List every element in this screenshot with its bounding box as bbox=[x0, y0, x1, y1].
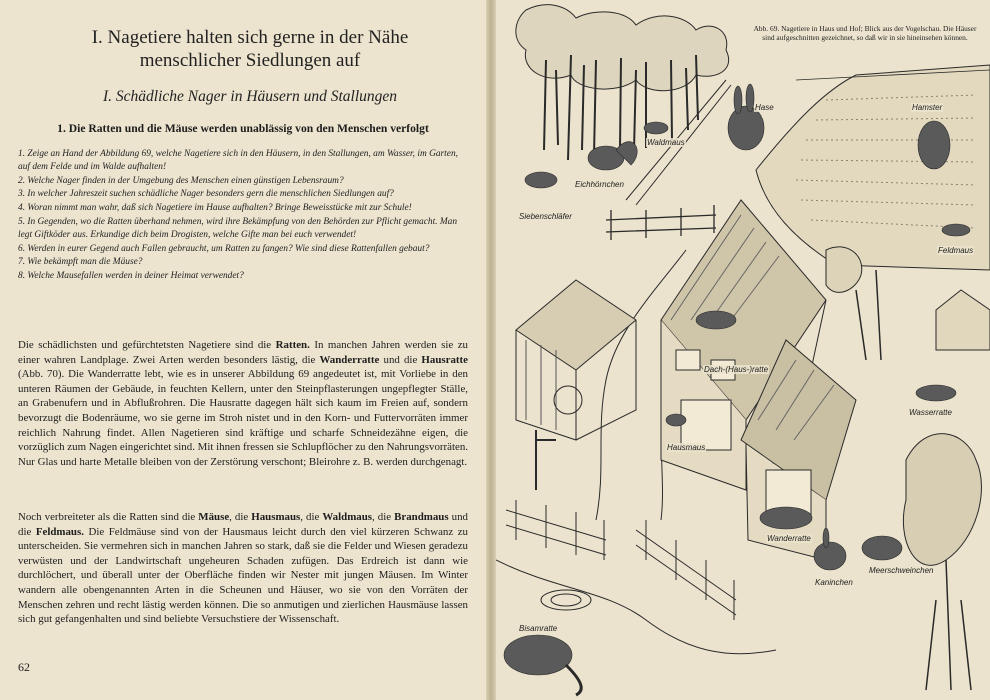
text-run: , die bbox=[229, 511, 252, 523]
paragraph-ratten bbox=[18, 338, 468, 469]
bold-term: Hausmaus bbox=[251, 511, 301, 523]
text-run: Die schädlichsten und gefürchtetsten Nagetiere sind die bbox=[18, 339, 276, 351]
rabbit-figure bbox=[814, 542, 846, 570]
label-kaninchen: Kaninchen bbox=[815, 578, 853, 587]
fieldmouse-figure bbox=[942, 224, 970, 236]
text-run: , die bbox=[300, 511, 323, 523]
question-item: 1. Zeige an Hand der Abbildung 69, welche Nagetiere sich in den Häusern, in den Stallungen, am Wasser, im Garten, auf dem Felde und im Walde aufhalten! bbox=[18, 149, 458, 172]
question-item: 3. In welcher Jahreszeit suchen schädliche Nager besonders gern die menschlichen Siedlungen auf? bbox=[18, 189, 394, 200]
question-item: 8. Welche Mausefallen werden in deiner Heimat verwendet? bbox=[18, 271, 244, 282]
guineapig-figure bbox=[862, 536, 902, 560]
woodmouse-figure bbox=[644, 122, 668, 134]
text-run: In manchen Jahren werden sie zu einer wahren Landplage. Zwei Arten werden besonders lästig, die bbox=[18, 339, 468, 366]
question-item: 2. Welche Nager finden in der Umgebung des Menschen einen günstigen Lebensraum? bbox=[18, 175, 344, 186]
forest-trees bbox=[516, 5, 729, 160]
text-run: und die bbox=[379, 353, 422, 366]
label-wasserratte: Wasserratte bbox=[909, 408, 952, 417]
question-item: 7. Wie bekämpft man die Mäuse? bbox=[18, 257, 143, 268]
brownrat-figure bbox=[760, 507, 812, 529]
bold-term: Ratten. bbox=[275, 339, 310, 351]
bold-term: Wanderratte bbox=[319, 353, 380, 366]
section-title: I. Schädliche Nager in Häusern und Stallungen bbox=[102, 88, 398, 105]
text-run: Die Feldmäuse sind von der Hausmaus leicht durch den viel kürzeren Schwanz zu unterscheiden. Sie vermehren sich in manchen Jahren so stark, daß sie die Felder und Wiesen geradezu verwüsten und der Landwirtschaft ungeheuren Schaden zufügen. Das Erdreich ist dann wie durchlöchert, und überall unter der Oberfläche finden wir Nester mit jungen Mäusen. Im Winter wandern alle obengenannten Arten in die Scheunen und Häuser, wo sie von den Vorräten der Menschen zehren und recht lästig werden können. Die so anmutigen und zierlichen Hausmäuse lassen sich gut gefangenhalten und sind beliebte Versuchstiere der Wissenschaft. bbox=[18, 525, 469, 626]
text-run: , die bbox=[372, 511, 395, 523]
question-list bbox=[18, 148, 466, 284]
bold-term: Hausratte bbox=[421, 353, 468, 366]
left-page bbox=[0, 0, 486, 700]
question-item: 6. Werden in eurer Gegend auch Fallen gebraucht, um Ratten zu fangen? Wie sind diese Rattenfallen gebaut? bbox=[18, 243, 430, 254]
hare-figure bbox=[728, 106, 764, 150]
hamster-figure bbox=[918, 121, 950, 169]
bold-term: Waldmaus bbox=[322, 511, 373, 523]
label-hamster: Hamster bbox=[912, 103, 943, 112]
text-run: und die bbox=[18, 511, 468, 538]
paragraph-maeuse bbox=[18, 510, 468, 627]
chapter-title: I. Nagetiere halten sich gerne in der Nähe menschlicher Siedlungen auf bbox=[91, 27, 409, 71]
question-item: 4. Woran nimmt man wahr, daß sich Nagetiere im Hause aufhalten? Bringe Beweisstücke mit zur Schule! bbox=[18, 203, 412, 214]
label-feldmaus: Feldmaus bbox=[938, 246, 974, 255]
dormouse-figure bbox=[525, 172, 557, 188]
label-meerschweinchen: Meerschweinchen bbox=[869, 566, 934, 575]
label-siebenschlaefer: Siebenschläfer bbox=[519, 212, 572, 221]
muskrat-figure bbox=[504, 635, 572, 675]
houserat-figure bbox=[696, 311, 736, 329]
label-eichhoernchen: Eichhörnchen bbox=[575, 180, 624, 189]
label-hausmaus: Hausmaus bbox=[667, 443, 706, 452]
bold-term: Brandmaus bbox=[394, 511, 449, 523]
label-hausratte: Dach-(Haus-)ratte bbox=[704, 365, 769, 374]
waterrat-figure bbox=[916, 385, 956, 401]
housemouse-figure bbox=[666, 414, 686, 426]
text-run: (Abb. 70). Die Wanderratte lebt, wie es in unserer Abbildung 69 angedeutet ist, mit Vorliebe in den unteren Räumen der Gebäude, in feuchten Kellern, unter den Steinpflasterungen ungepflegter Ställe, an Grabenufern und in Abflußrohren. Die Hausratte dagegen hält sich kaum im Freien auf, sondern bevorzugt die Bodenräume, wo sie gerne im Stroh nistet und in den Korn- und Futtervorräten immer reichlich Nahrung findet. Allen Nagetieren sind kräftige und scharfe Schneidezähne eigen, die vorzüglich zum Nagen eingerichtet sind. Mit ihnen fressen sie Schlupflöcher zu den Nahrungsvorräten. Nur Glas und harte Metalle bleiben von der Zerstörung verschont; Bleirohre z. B. werden durchgenagt. bbox=[18, 368, 469, 468]
right-page bbox=[496, 0, 990, 700]
bold-term: Feldmaus. bbox=[35, 525, 84, 538]
label-waldmaus: Waldmaus bbox=[647, 138, 685, 147]
label-bisamratte: Bisamratte bbox=[519, 624, 558, 633]
label-wanderratte: Wanderratte bbox=[767, 534, 811, 543]
page-number: 62 bbox=[18, 660, 30, 674]
bold-term: Mäuse bbox=[198, 511, 230, 523]
figure-caption: Abb. 69. Nagetiere in Haus und Hof; Blick aus der Vogelschau. Die Häuser sind aufgeschnitten gezeichnet, so daß wir in sie hineinsehen können. bbox=[753, 24, 977, 43]
label-hase: Hase bbox=[755, 103, 774, 112]
question-item: 5. In Gegenden, wo die Ratten überhand nehmen, wird ihre Bekämpfung von den Behörden zur Pflicht gemacht. Man legt Giftköder aus. Erkundige dich beim Drogisten, welche Gifte man bei euch verwendet! bbox=[18, 216, 458, 240]
book-gutter bbox=[486, 0, 496, 700]
subsection-title: 1. Die Ratten und die Mäuse werden unablässig von den Menschen verfolgt bbox=[57, 122, 429, 135]
text-run: Noch verbreiteter als die Ratten sind die bbox=[18, 511, 199, 523]
